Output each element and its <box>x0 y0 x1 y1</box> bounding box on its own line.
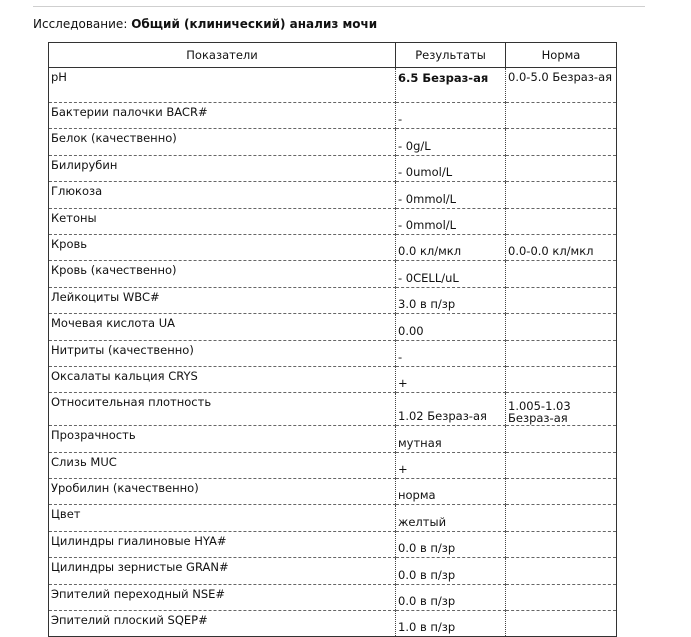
result-cell: + <box>396 452 506 478</box>
norm-cell <box>506 426 617 452</box>
table-header-row <box>49 43 617 68</box>
table-row <box>49 103 617 129</box>
result-cell: 0.00 <box>396 314 506 340</box>
table-row <box>49 208 617 234</box>
result-cell: 1.0 в п/зр <box>396 611 506 637</box>
table-row <box>49 611 617 637</box>
table-row <box>49 531 617 557</box>
norm-cell <box>506 505 617 531</box>
result-cell: 0.0 в п/зр <box>396 584 506 610</box>
table-row <box>49 340 617 366</box>
indicator-cell: Эпителий плоский SQEP# <box>49 611 396 637</box>
result-cell: 1.02 Безраз-ая <box>396 393 506 426</box>
result-cell: 0.0 кл/мкл <box>396 234 506 260</box>
table-row <box>49 426 617 452</box>
result-cell: 6.5 Безраз-ая <box>396 68 506 103</box>
result-cell: мутная <box>396 426 506 452</box>
study-name: Общий (клинический) анализ мочи <box>131 17 378 31</box>
result-cell: 0.0 в п/зр <box>396 558 506 584</box>
table-row <box>49 584 617 610</box>
norm-cell <box>506 531 617 557</box>
table-row <box>49 155 617 181</box>
result-cell: - 0g/L <box>396 129 506 155</box>
indicator-cell: pH <box>49 68 396 103</box>
norm-cell <box>506 287 617 313</box>
results-table <box>48 42 617 637</box>
table-row <box>49 393 617 426</box>
table-row <box>49 287 617 313</box>
norm-cell <box>506 261 617 287</box>
norm-cell: 0.0-0.0 кл/мкл <box>506 234 617 260</box>
table-row <box>49 505 617 531</box>
indicator-cell: Цилиндры гиалиновые HYA# <box>49 531 396 557</box>
column-header-indicators: Показатели <box>49 43 396 68</box>
indicator-cell: Мочевая кислота UA <box>49 314 396 340</box>
result-cell: - <box>396 340 506 366</box>
indicator-cell: Эпителий переходный NSE# <box>49 584 396 610</box>
indicator-cell: Кетоны <box>49 208 396 234</box>
table-row <box>49 182 617 208</box>
result-cell: 0.0 в п/зр <box>396 531 506 557</box>
column-header-norm: Норма <box>506 43 617 68</box>
indicator-cell: Относительная плотность <box>49 393 396 426</box>
norm-cell <box>506 479 617 505</box>
table-row <box>49 314 617 340</box>
table-row <box>49 558 617 584</box>
indicator-cell: Нитриты (качественно) <box>49 340 396 366</box>
indicator-cell: Цвет <box>49 505 396 531</box>
table-row <box>49 234 617 260</box>
result-cell: - 0mmol/L <box>396 182 506 208</box>
norm-cell <box>506 129 617 155</box>
indicator-cell: Оксалаты кальция CRYS <box>49 366 396 392</box>
indicator-cell: Уробилин (качественно) <box>49 479 396 505</box>
indicator-cell: Кровь <box>49 234 396 260</box>
indicator-cell: Бактерии палочки BACR# <box>49 103 396 129</box>
norm-cell <box>506 208 617 234</box>
table-row <box>49 366 617 392</box>
study-label: Исследование: <box>33 17 128 31</box>
norm-cell <box>506 584 617 610</box>
indicator-cell: Кровь (качественно) <box>49 261 396 287</box>
table-row <box>49 68 617 103</box>
norm-cell <box>506 340 617 366</box>
result-cell: норма <box>396 479 506 505</box>
indicator-cell: Слизь MUC <box>49 452 396 478</box>
result-cell: - <box>396 103 506 129</box>
result-cell: желтый <box>396 505 506 531</box>
indicator-cell: Цилиндры зернистые GRAN# <box>49 558 396 584</box>
table-row <box>49 129 617 155</box>
indicator-cell: Билирубин <box>49 155 396 181</box>
result-cell: + <box>396 366 506 392</box>
study-title <box>33 17 377 31</box>
norm-cell <box>506 452 617 478</box>
norm-cell <box>506 182 617 208</box>
result-cell: - 0CELL/uL <box>396 261 506 287</box>
table-row <box>49 479 617 505</box>
result-cell: - 0umol/L <box>396 155 506 181</box>
result-cell: - 0mmol/L <box>396 208 506 234</box>
indicator-cell: Белок (качественно) <box>49 129 396 155</box>
norm-cell: 0.0-5.0 Безраз-ая <box>506 68 617 103</box>
indicator-cell: Лейкоциты WBC# <box>49 287 396 313</box>
table-row <box>49 452 617 478</box>
result-cell: 3.0 в п/зр <box>396 287 506 313</box>
norm-cell <box>506 314 617 340</box>
norm-cell <box>506 155 617 181</box>
norm-cell: 1.005-1.03 Безраз-ая <box>506 393 617 426</box>
indicator-cell: Прозрачность <box>49 426 396 452</box>
norm-cell <box>506 103 617 129</box>
norm-cell <box>506 611 617 637</box>
norm-cell <box>506 366 617 392</box>
norm-cell <box>506 558 617 584</box>
top-divider <box>33 6 645 7</box>
table-row <box>49 261 617 287</box>
indicator-cell: Глюкоза <box>49 182 396 208</box>
column-header-results: Результаты <box>396 43 506 68</box>
